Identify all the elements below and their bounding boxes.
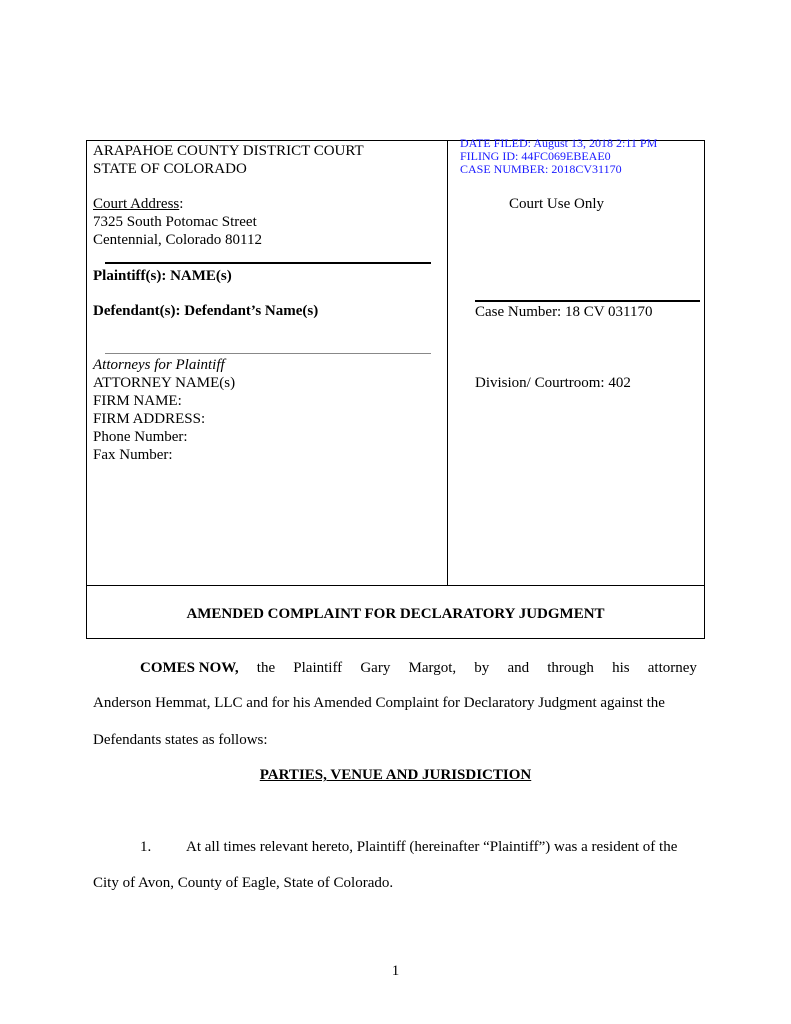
court-city: Centennial, Colorado 80112 [93,232,262,248]
court-address-label [93,195,183,213]
intro-word: attorney [647,660,697,676]
intro-word: and [507,660,530,676]
section-heading: PARTIES, VENUE AND JURISDICTION [259,767,532,783]
intro-word: Plaintiff [293,660,343,676]
plaintiff-line: Plaintiff(s): NAME(s) [93,268,232,284]
case-number: Case Number: 18 CV 031170 [475,304,653,320]
firm-name: FIRM NAME: [93,393,182,409]
case-number-rule [475,300,700,302]
court-use-only [509,195,604,213]
intro-line-3: Defendants states as follows: [93,732,268,748]
intro-line-2: Anderson Hemmat, LLC and for his Amended Complaint for Declaratory Judgment against the [93,695,665,711]
court-name: ARAPAHOE COUNTY DISTRICT COURT [93,143,364,159]
paragraph-1-line-2: City of Avon, County of Eagle, State of Colorado. [93,875,394,891]
intro-word: Gary [360,660,391,676]
caption-rule-upper [105,262,431,264]
paragraph-1-line-1: At all times relevant hereto, Plaintiff (hereinafter “Plaintiff”) was a resident of the [186,839,678,855]
firm-address: FIRM ADDRESS: [93,411,206,427]
intro-word: Margot, [408,660,457,676]
intro-word: through [547,660,594,676]
court-use-label: Court Use Only [509,196,604,212]
intro-word: his [612,660,630,676]
stamp-date-filed: DATE FILED: August 13, 2018 2:11 PM [460,136,658,150]
document-title: AMENDED COMPLAINT FOR DECLARATORY JUDGMENT [186,606,605,622]
defendant-line: Defendant(s): Defendant’s Name(s) [93,303,319,319]
stamp-case-number: CASE NUMBER: 2018CV31170 [460,162,622,176]
fax-number: Fax Number: [93,447,173,463]
intro-word: the [256,660,276,676]
intro-comes-now: COMES NOW, [140,660,239,676]
court-address-label-text: Court Address [93,196,180,212]
phone-number: Phone Number: [93,429,188,445]
attorney-name: ATTORNEY NAME(s) [93,375,236,391]
caption-column-divider [447,140,448,586]
caption-row-divider [86,585,705,586]
intro-word: by [474,660,490,676]
caption-rule-lower [105,353,431,354]
division-courtroom: Division/ Courtroom: 402 [475,375,631,391]
intro-line-1 [93,659,697,677]
page-number: 1 [391,963,400,979]
paragraph-1-number: 1. [140,839,152,855]
court-state: STATE OF COLORADO [93,161,247,177]
court-street: 7325 South Potomac Street [93,214,257,230]
court-address-colon: : [179,196,184,212]
attorney-heading: Attorneys for Plaintiff [93,357,225,373]
stamp-filing-id: FILING ID: 44FC069EBEAE0 [460,149,611,163]
